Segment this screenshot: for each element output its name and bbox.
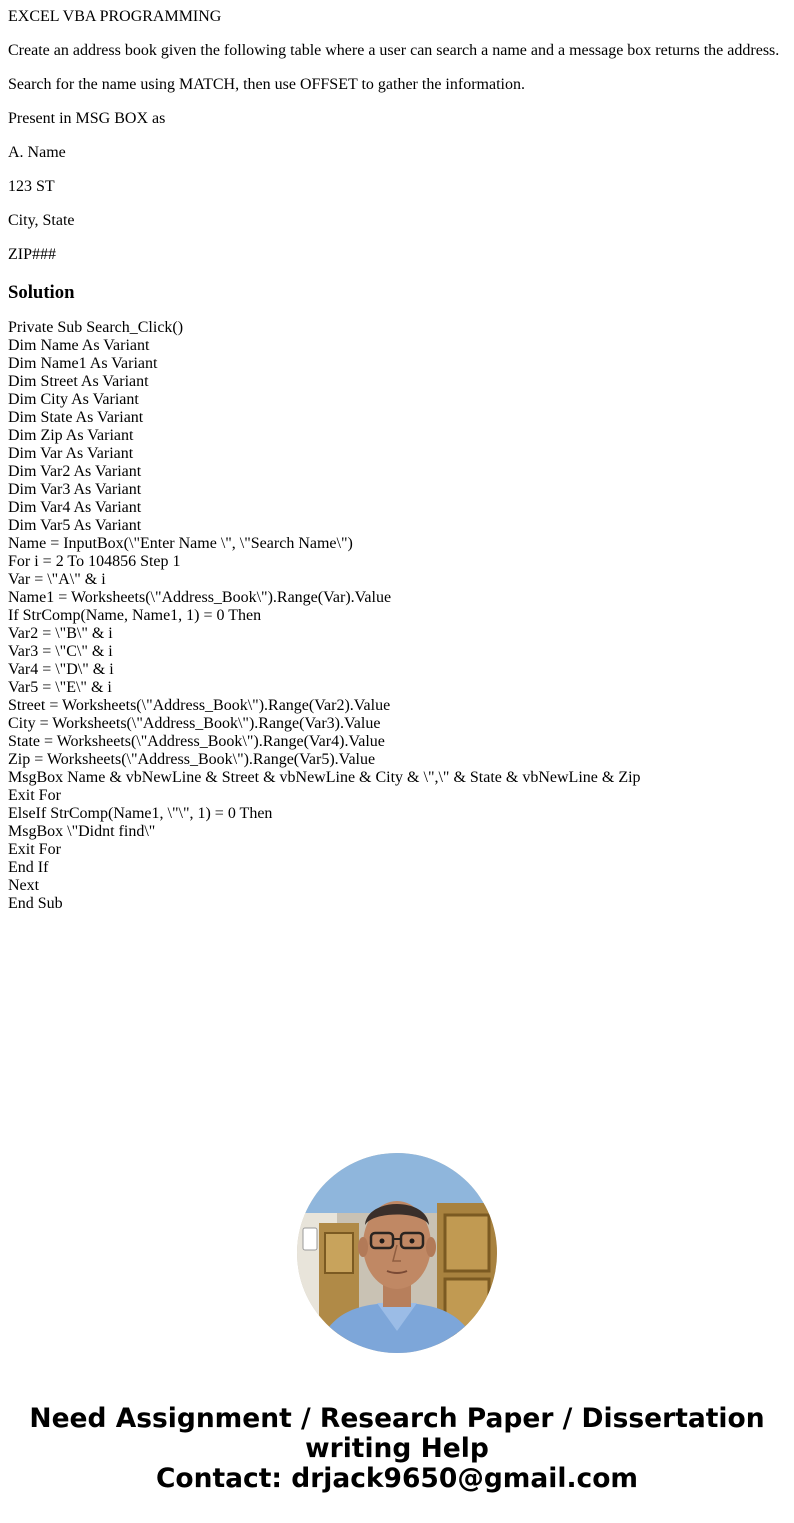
banner-line: Need Assignment / Research Paper / Dissertation: [29, 1403, 765, 1434]
solution-code-block: [8, 319, 786, 913]
code-line: If StrComp(Name, Name1, 1) = 0 Then: [8, 607, 262, 624]
question-paragraph: ZIP###: [8, 246, 56, 263]
code-line: For i = 2 To 104856 Step 1: [8, 553, 181, 570]
question-paragraph: Search for the name using MATCH, then use OFFSET to gather the information.: [8, 76, 525, 93]
code-line: City = Worksheets(\"Address_Book\").Range(Var3).Value: [8, 715, 381, 732]
code-line: Dim City As Variant: [8, 391, 139, 408]
code-line: Dim Var As Variant: [8, 445, 134, 462]
code-line: Var5 = \"E\" & i: [8, 679, 112, 696]
code-line: MsgBox \"Didnt find\": [8, 823, 156, 840]
code-line: Dim Name1 As Variant: [8, 355, 158, 372]
code-line: State = Worksheets(\"Address_Book\").Range(Var4).Value: [8, 733, 385, 750]
code-line: Exit For: [8, 787, 61, 804]
contact-banner: [0, 1404, 794, 1494]
code-line: Street = Worksheets(\"Address_Book\").Range(Var2).Value: [8, 697, 391, 714]
code-line: Dim Var3 As Variant: [8, 481, 142, 498]
question-paragraph: City, State: [8, 212, 75, 229]
question-paragraph: 123 ST: [8, 178, 55, 195]
code-line: Dim Zip As Variant: [8, 427, 134, 444]
question-paragraph: Create an address book given the following table where a user can search a name and a message box returns the address.: [8, 42, 780, 59]
code-line: End If: [8, 859, 49, 876]
code-line: Var4 = \"D\" & i: [8, 661, 114, 678]
code-line: ElseIf StrComp(Name1, \"\", 1) = 0 Then: [8, 805, 273, 822]
code-line: Name1 = Worksheets(\"Address_Book\").Range(Var).Value: [8, 589, 392, 606]
author-photo: [297, 1153, 497, 1353]
code-line: Var2 = \"B\" & i: [8, 625, 113, 642]
question-title: EXCEL VBA PROGRAMMING: [8, 8, 222, 25]
contact-email: Contact: drjack9650@gmail.com: [155, 1463, 639, 1494]
code-line: MsgBox Name & vbNewLine & Street & vbNewLine & City & \",\" & State & vbNewLine & Zip: [8, 769, 641, 786]
question-paragraph: A. Name: [8, 144, 66, 161]
code-line: Private Sub Search_Click(): [8, 319, 184, 336]
code-line: Next: [8, 877, 40, 894]
code-line: Dim Name As Variant: [8, 337, 150, 354]
code-line: Dim Var5 As Variant: [8, 517, 142, 534]
banner-line: writing Help: [305, 1433, 489, 1464]
code-line: Dim State As Variant: [8, 409, 144, 426]
code-line: Zip = Worksheets(\"Address_Book\").Range(Var5).Value: [8, 751, 376, 768]
code-line: Dim Street As Variant: [8, 373, 149, 390]
code-line: Exit For: [8, 841, 61, 858]
code-line: Dim Var2 As Variant: [8, 463, 142, 480]
question-paragraph: Present in MSG BOX as: [8, 110, 166, 127]
code-line: Name = InputBox(\"Enter Name \", \"Search Name\"): [8, 535, 353, 552]
code-line: End Sub: [8, 895, 63, 912]
code-line: Var = \"A\" & i: [8, 571, 106, 588]
solution-heading: Solution: [8, 282, 75, 303]
code-line: Var3 = \"C\" & i: [8, 643, 113, 660]
code-line: Dim Var4 As Variant: [8, 499, 142, 516]
